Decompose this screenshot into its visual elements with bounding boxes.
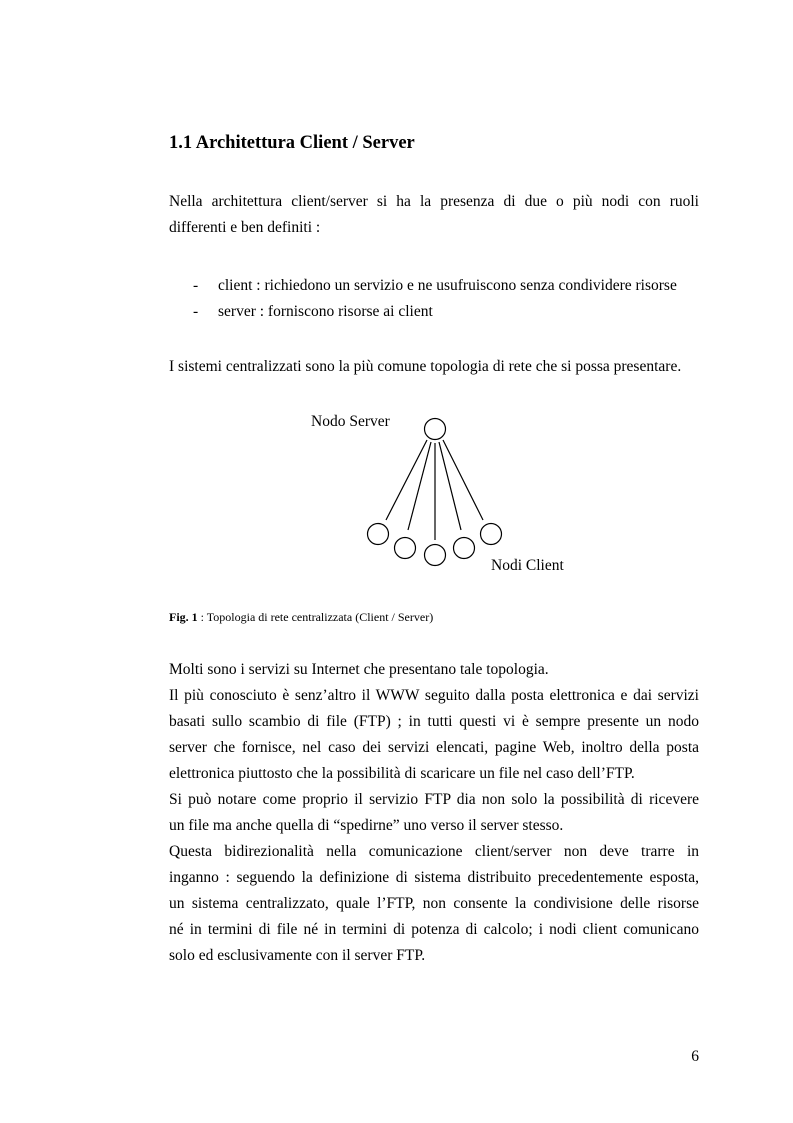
body-line: elettronica piuttosto che la possibilità di scaricare un file nel caso dell’FTP. xyxy=(169,765,635,782)
list-dash: - xyxy=(193,277,199,294)
list-item-text: server : forniscono risorse ai client xyxy=(218,303,433,320)
list-dash: - xyxy=(193,303,199,320)
figure-caption xyxy=(169,610,433,625)
body-line: inganno : seguendo la definizione di sistema distribuito precedentemente esposta, xyxy=(169,869,699,886)
caption-label: Fig. 1 xyxy=(169,610,198,624)
body-line: né in termini di file né in termini di potenza di calcolo; i nodi client comunicano xyxy=(169,921,699,938)
body-line: solo ed esclusivamente con il server FTP. xyxy=(169,947,426,964)
server-node xyxy=(425,419,446,440)
statement-paragraph: I sistemi centralizzati sono la più comune topologia di rete che si possa presentare. xyxy=(169,358,682,375)
body-paragraph xyxy=(169,657,699,969)
client-nodes-label: Nodi Client xyxy=(491,557,564,574)
client-node xyxy=(425,545,446,566)
client-node xyxy=(454,538,475,559)
client-node xyxy=(481,524,502,545)
body-line: un sistema centralizzato, quale l’FTP, non consente la condivisione delle risorse xyxy=(169,895,699,912)
list-item-text: client : richiedono un servizio e ne usufruiscono senza condividere risorse xyxy=(218,277,677,294)
client-node xyxy=(395,538,416,559)
body-line: Molti sono i servizi su Internet che presentano tale topologia. xyxy=(169,661,549,678)
body-line: Il più conosciuto è senz’altro il WWW seguito dalla posta elettronica e dai servizi xyxy=(169,687,699,704)
page-number: 6 xyxy=(691,1048,699,1065)
intro-line: Nella architettura client/server si ha la presenza di due o più nodi con ruoli xyxy=(169,193,699,210)
body-line: un file ma anche quella di “spedirne” uno verso il server stesso. xyxy=(169,817,564,834)
server-node-label: Nodo Server xyxy=(311,413,390,430)
client-node xyxy=(368,524,389,545)
intro-line: differenti e ben definiti : xyxy=(169,219,321,236)
body-line: Questa bidirezionalità nella comunicazione client/server non deve trarre in xyxy=(169,843,699,860)
body-line: server che fornisce, nel caso dei servizi elencati, pagine Web, inoltro della posta xyxy=(169,739,699,756)
section-heading: 1.1 Architettura Client / Server xyxy=(169,133,415,153)
body-line: Si può notare come proprio il servizio FTP dia non solo la possibilità di ricevere xyxy=(169,791,699,808)
body-line: basati sullo scambio di file (FTP) ; in tutti questi vi è sempre presente un nodo xyxy=(169,713,699,730)
caption-text: : Topologia di rete centralizzata (Client / Server) xyxy=(197,610,434,624)
